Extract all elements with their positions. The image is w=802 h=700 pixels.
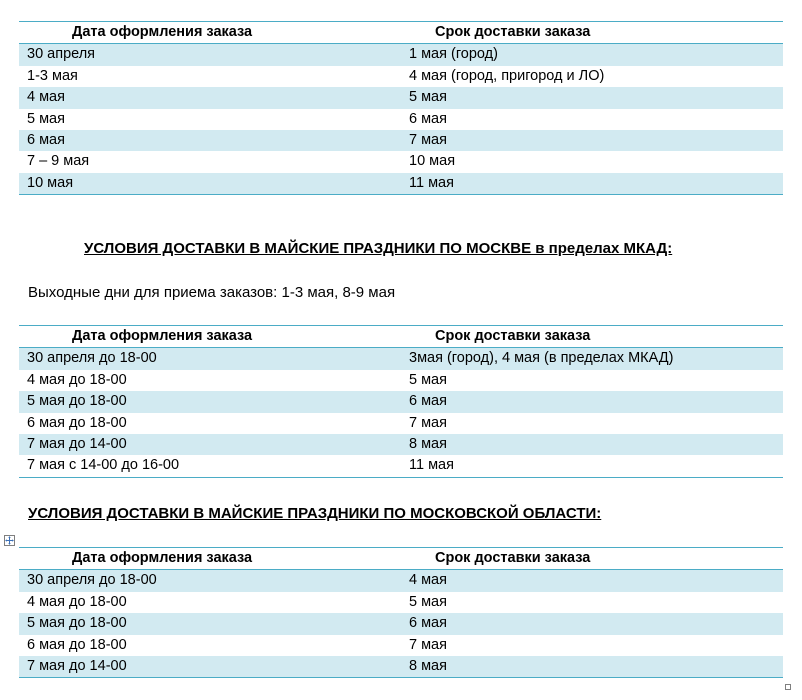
resize-square-icon[interactable] xyxy=(785,684,791,690)
order-date-cell: 30 апреля xyxy=(19,44,399,66)
order-date-cell: 30 апреля до 18-00 xyxy=(19,570,399,592)
delivery-date-cell: 1 мая (город) xyxy=(399,44,783,66)
delivery-date-cell: 3мая (город), 4 мая (в пределах МКАД) xyxy=(399,348,783,370)
table-row xyxy=(19,570,783,592)
order-date-cell: 7 мая до 14-00 xyxy=(19,656,399,678)
table-header-row xyxy=(19,548,783,570)
order-date-cell: 5 мая xyxy=(27,110,65,127)
order-date-cell: 4 мая до 18-00 xyxy=(27,371,127,388)
table-row xyxy=(19,656,783,678)
order-date-cell: 7 – 9 мая xyxy=(27,153,90,170)
table-row xyxy=(19,455,783,477)
table-row xyxy=(19,434,783,455)
delivery-date-cell: 5 мая xyxy=(409,593,447,610)
order-date-cell: 4 мая до 18-00 xyxy=(27,593,127,610)
table-row xyxy=(19,413,783,434)
table-row xyxy=(19,173,783,195)
table-header-row xyxy=(19,22,783,44)
delivery-table-2 xyxy=(19,325,783,478)
order-date-cell: 5 мая до 18-00 xyxy=(19,613,399,634)
delivery-date-cell: 5 мая xyxy=(399,87,783,108)
order-date-cell: 6 мая до 18-00 xyxy=(27,636,127,653)
table-row xyxy=(19,66,783,87)
table-row xyxy=(19,592,783,613)
delivery-date-cell: 8 мая xyxy=(399,656,783,678)
table-row xyxy=(19,348,783,370)
delivery-date-cell: 11 мая xyxy=(399,173,783,195)
order-date-cell: 1-3 мая xyxy=(27,67,78,84)
table-row xyxy=(19,151,783,172)
delivery-date-cell: 6 мая xyxy=(399,613,783,634)
moscow-days-off-text: Выходные дни для приема заказов: 1-3 мая, 8-9 мая xyxy=(28,284,396,301)
delivery-date-cell: 4 мая xyxy=(399,570,783,592)
delivery-date-cell: 5 мая xyxy=(409,371,447,388)
table-row xyxy=(19,109,783,130)
order-date-cell: 6 мая xyxy=(19,130,399,151)
column-header-delivery-date: Срок доставки заказа xyxy=(399,548,783,570)
table-header-row xyxy=(19,326,783,348)
table-row xyxy=(19,130,783,151)
table-row xyxy=(19,613,783,634)
delivery-date-cell: 7 мая xyxy=(409,636,447,653)
order-date-cell: 10 мая xyxy=(19,173,399,195)
delivery-date-cell: 4 мая (город, пригород и ЛО) xyxy=(409,67,605,84)
column-header-order-date: Дата оформления заказа xyxy=(19,22,399,44)
order-date-cell: 30 апреля до 18-00 xyxy=(19,348,399,370)
column-header-order-date: Дата оформления заказа xyxy=(19,326,399,348)
delivery-date-cell: 11 мая xyxy=(399,455,783,477)
delivery-date-cell: 8 мая xyxy=(399,434,783,455)
delivery-table-1 xyxy=(19,21,783,195)
moscow-delivery-heading: УСЛОВИЯ ДОСТАВКИ В МАЙСКИЕ ПРАЗДНИКИ ПО МОСКВЕ в пределах МКАД: xyxy=(84,240,673,257)
delivery-date-cell: 6 мая xyxy=(399,391,783,412)
move-cross-icon[interactable] xyxy=(4,535,15,546)
delivery-date-cell: 6 мая xyxy=(409,110,447,127)
order-date-cell: 6 мая до 18-00 xyxy=(27,414,127,431)
delivery-date-cell: 10 мая xyxy=(409,153,456,170)
order-date-cell: 7 мая с 14-00 до 16-00 xyxy=(19,455,399,477)
delivery-date-cell: 7 мая xyxy=(399,130,783,151)
table-row xyxy=(19,44,783,66)
column-header-delivery-date: Срок доставки заказа xyxy=(399,22,783,44)
order-date-cell: 7 мая до 14-00 xyxy=(19,434,399,455)
delivery-table-3 xyxy=(19,547,783,678)
column-header-delivery-date: Срок доставки заказа xyxy=(399,326,783,348)
order-date-cell: 5 мая до 18-00 xyxy=(19,391,399,412)
region-delivery-heading: УСЛОВИЯ ДОСТАВКИ В МАЙСКИЕ ПРАЗДНИКИ ПО МОСКОВСКОЙ ОБЛАСТИ: xyxy=(28,505,602,522)
column-header-order-date: Дата оформления заказа xyxy=(19,548,399,570)
order-date-cell: 4 мая xyxy=(19,87,399,108)
table-row xyxy=(19,391,783,412)
table-row xyxy=(19,635,783,656)
table-row xyxy=(19,370,783,391)
delivery-date-cell: 7 мая xyxy=(409,414,447,431)
table-row xyxy=(19,87,783,108)
